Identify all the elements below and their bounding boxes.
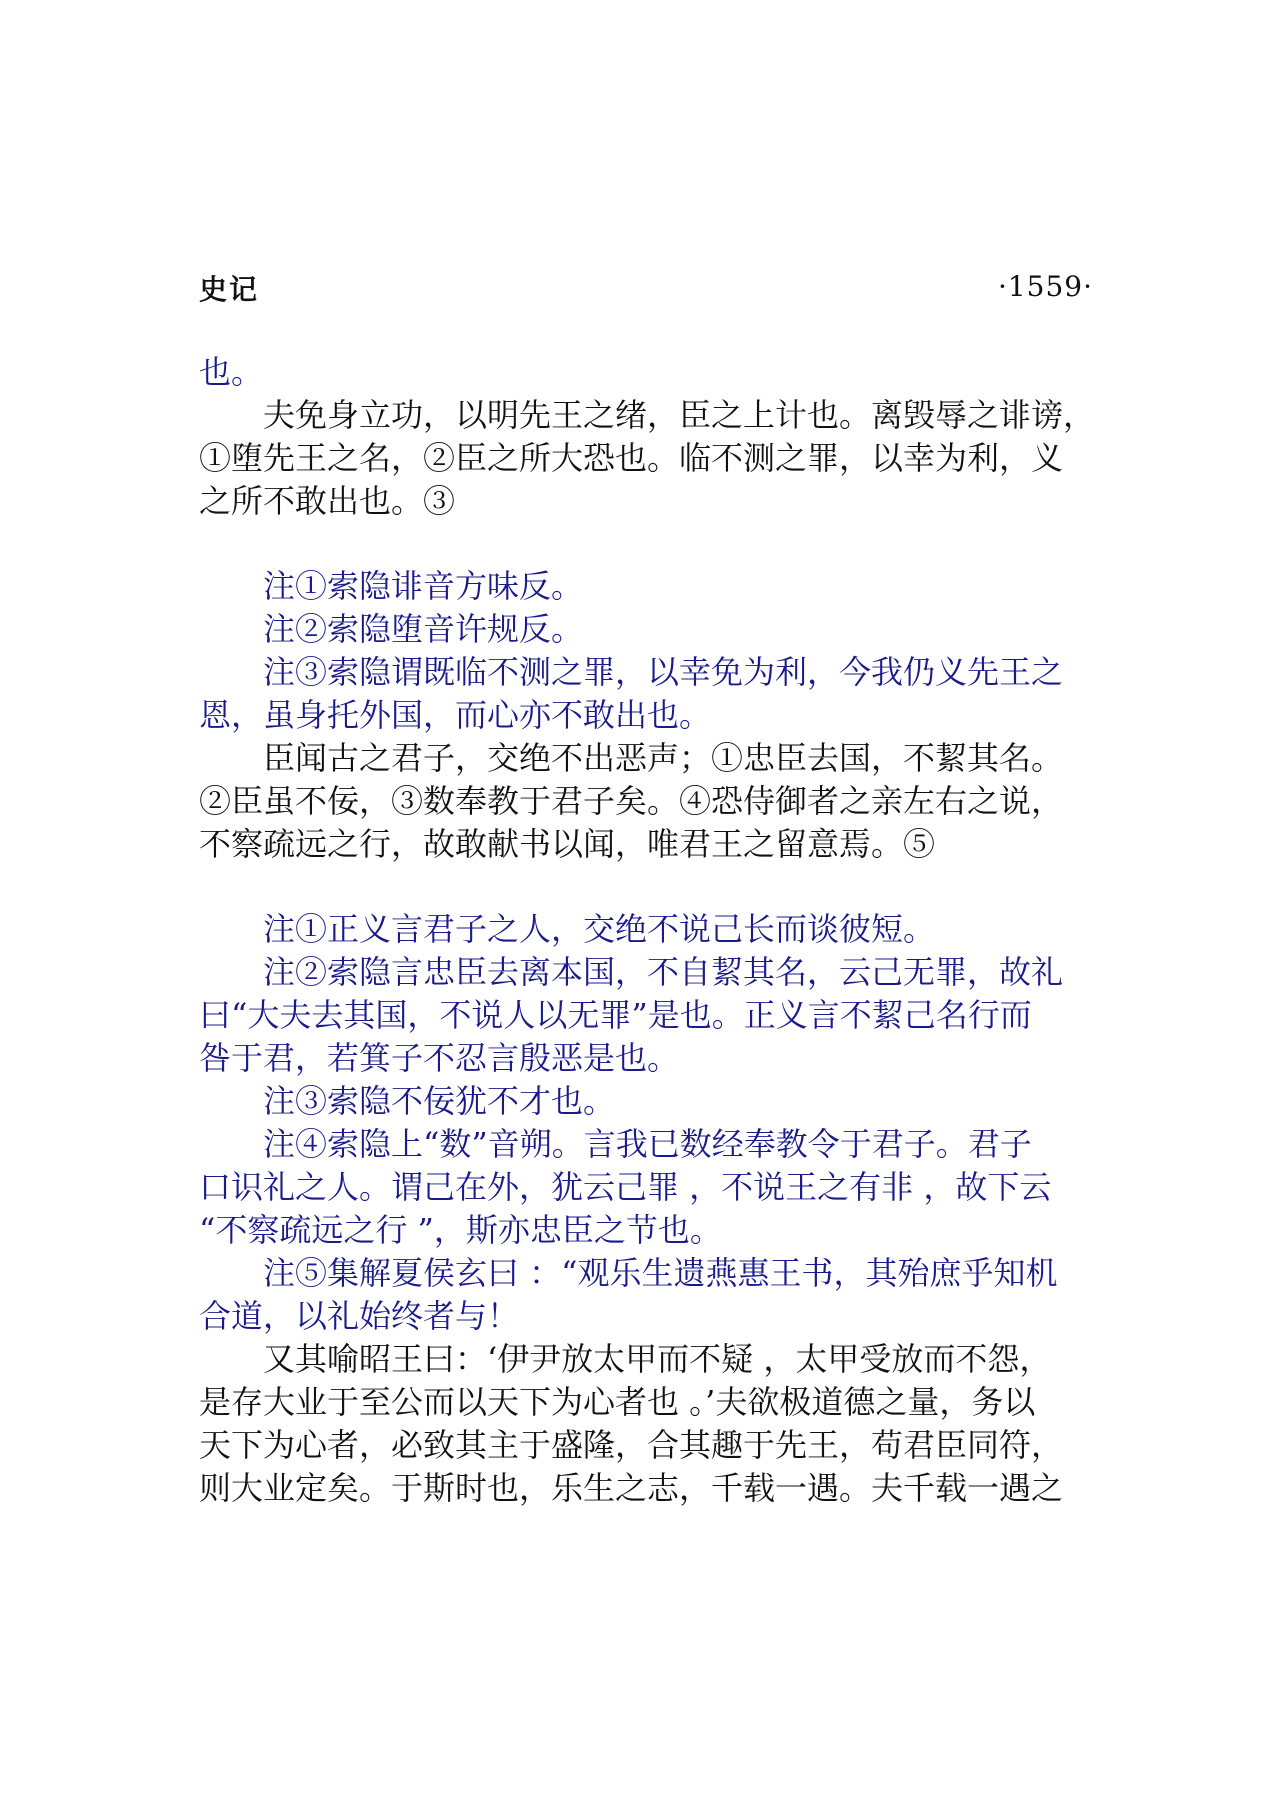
- text-line: 不察疏远之行，故敢献书以闻，唯君王之留意焉。⑤: [199, 825, 936, 863]
- annotation-line: 也。: [199, 353, 264, 391]
- annotation-line: 咎于君，若箕子不忍言殷恶是也。: [199, 1039, 680, 1077]
- paragraph-gap: [199, 523, 1099, 565]
- text-line: ②臣虽不佞，③数奉教于君子矣。④恐侍御者之亲左右之说，: [199, 782, 1064, 820]
- paragraph-gap: [199, 866, 1099, 908]
- page-number: ·1559·: [997, 270, 1093, 303]
- annotation-line: 注①正义言君子之人，交绝不说己长而谈彼短。: [263, 910, 936, 948]
- annotation-line: 恩，虽身托外国，而心亦不敢出也。: [199, 696, 712, 734]
- text-line: ①堕先王之名，②臣之所大恐也。临不测之罪，以幸为利，义: [199, 439, 1064, 477]
- book-title: 史记: [199, 273, 260, 306]
- page-header: [199, 268, 1093, 310]
- text-line: 又其喻昭王曰：‘伊尹放太甲而不疑 ，太甲受放而不怨，: [263, 1340, 1052, 1378]
- annotation-line: 注③索隐谓既临不测之罪，以幸免为利，今我仍义先王之: [263, 653, 1064, 691]
- annotation-line: 合道，以礼始终者与！: [199, 1297, 520, 1335]
- text-line: 夫免身立功，以明先王之绪，臣之上计也。离毁辱之诽谤，: [263, 396, 1096, 434]
- annotation-line: 注③索隐不佞犹不才也。: [263, 1082, 616, 1120]
- annotation-line: 注②索隐言忠臣去离本国，不自絜其名，云己无罪，故礼: [263, 953, 1064, 991]
- text-line: 天下为心者，必致其主于盛隆，合其趣于先王，苟君臣同符，: [199, 1426, 1064, 1464]
- annotation-line: 口识礼之人。谓己在外，犹云己罪 ，不说王之有非 ，故下云: [199, 1168, 1052, 1206]
- annotation-line: “不察疏远之行 ”，斯亦忠臣之节也。: [199, 1211, 722, 1249]
- annotation-line: 注①索隐诽音方味反。: [263, 567, 584, 605]
- annotation-line: 曰“大夫去其国，不说人以无罪”是也。正义言不絜己名行而: [199, 996, 1032, 1034]
- text-line: 则大业定矣。于斯时也，乐生之志，千载一遇。夫千载一遇之: [199, 1469, 1064, 1507]
- annotation-line: 注④索隐上“数”音朔。言我已数经奉教令于君子。君子: [263, 1125, 1032, 1163]
- text-line: 臣闻古之君子，交绝不出恶声；①忠臣去国，不絜其名。: [263, 739, 1064, 777]
- body-text: [199, 351, 1099, 1510]
- text-line: 是存大业于至公而以天下为心者也 。’夫欲极道德之量，务以: [199, 1383, 1036, 1421]
- annotation-line: 注⑤集解夏侯玄曰 ：“观乐生遗燕惠王书，其殆庶乎知机: [263, 1254, 1058, 1292]
- annotation-line: 注②索隐堕音许规反。: [263, 610, 584, 648]
- text-line: 之所不敢出也。③: [199, 482, 456, 520]
